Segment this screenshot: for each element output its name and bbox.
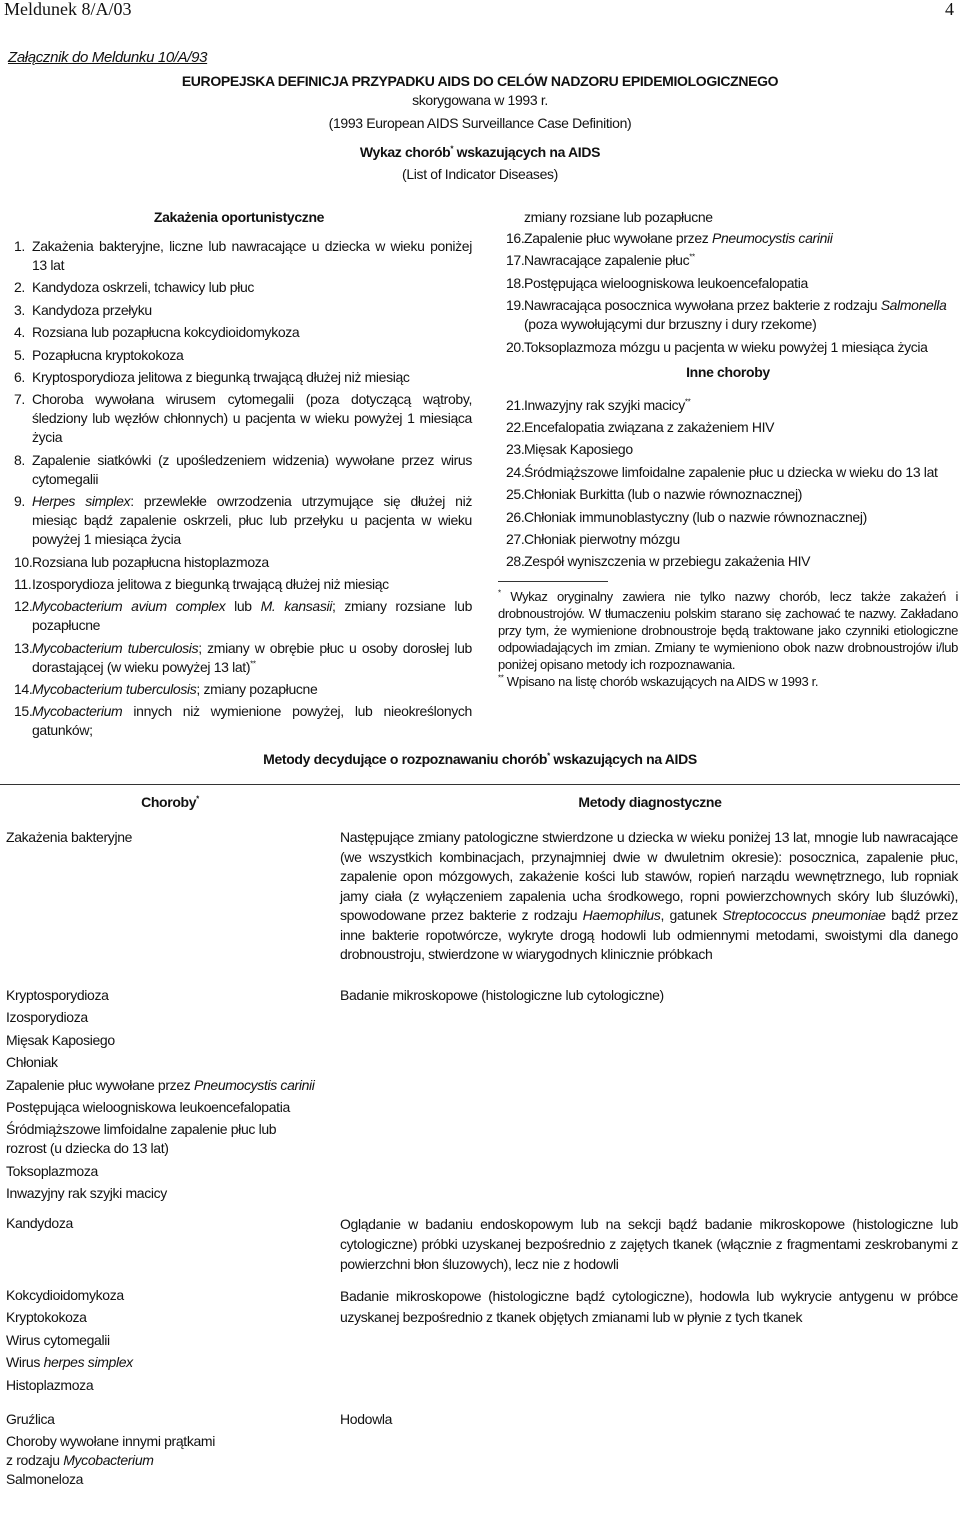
methods-title: Metody decydujące o rozpoznawaniu chorób* wskazujących na AIDS [263,751,697,767]
list-item: 2. Kandydoza oskrzeli, tchawicy lub płuc [14,279,255,296]
title-main: EUROPEJSKA DEFINICJA PRZYPADKU AIDS DO CELÓW NADZORU EPIDEMIOLOGICZNEGO [181,73,779,89]
list-item: 1. Zakażenia bakteryjne, liczne lub nawracające u dziecka w wieku poniżej 13 lat [14,238,472,273]
disease-name: Postępująca wieloogniskowa leukoencefalopatia [6,1098,290,1115]
disease-name: Izosporydioza [6,1009,88,1026]
disease-name: Kokcydioidomykoza [6,1287,124,1303]
disease-name: Mięsak Kaposiego [6,1031,115,1048]
footnote-2: ** Wpisano na listę chorób wskazujących na AIDS w 1993 r. [498,673,819,690]
page-number: 4 [945,0,954,19]
footnote-rule [498,581,608,582]
disease-name: Choroby wywołane innymi prątkami [6,1433,215,1450]
row-diseases [6,828,316,850]
left-column [6,208,472,744]
list-item: 10. Rozsiana lub pozapłucna histoplazmoza [14,553,269,570]
indicator-list-continued [498,229,958,357]
row-diseases [6,1410,316,1493]
row-diseases [6,986,316,1207]
list-item: 27. Chłoniak pierwotny mózgu [506,530,680,547]
col-header-diseases: Choroby* [141,794,199,810]
opportunistic-heading: Zakażenia oportunistyczne [153,209,325,225]
row-diseases [6,1286,316,1398]
disease-name: Salmoneloza [6,1471,84,1488]
other-diseases-list [498,396,958,572]
right-column [498,208,958,690]
list-item: 26. Chłoniak immunoblastyczny (lub o nazwie równoznacznej) [506,508,867,525]
list-item: 15. Mycobacterium innych niż wymienione powyżej, lub nieokreślonych gatunków; [14,703,472,739]
disease-name: Chłoniak [6,1054,58,1071]
disease-name: Wirus herpes simplex [6,1354,133,1371]
disease-name: Histoplazmoza [6,1376,94,1393]
list-item: 13. Mycobacterium tuberculosis; zmiany w obrębie płuc u osoby dorosłej lub dorastającej (w wieku powyżej 13 lat)** [14,639,472,675]
opportunistic-infections-list [6,237,472,740]
list-item: 3. Kandydoza przełyku [14,301,152,318]
list-item: 21. Inwazyjny rak szyjki macicy** [506,396,691,413]
list-item: 11. Izosporydioza jelitowa z biegunką trwającą dłużej niż miesiąc [14,575,389,592]
disease-name: Śródmiąższowe limfoidalne zapalenie płuc lub rozrost (u dziecka do 13 lat) [6,1121,277,1157]
continuation-text: zmiany rozsiane lub pozapłucne [524,209,713,225]
list-item: 8. Zapalenie siatkówki (z upośledzeniem widzenia) wywołane przez wirus cytomegalii [14,451,472,487]
list-item: 6. Kryptosporydioza jelitowa z biegunką trwającą dłużej niż miesiąc [14,368,410,385]
disease-name: Kryptosporydioza [6,987,109,1003]
list-item: 22. Encefalopatia związana z zakażeniem HIV [506,418,775,435]
disease-name: Gruźlica [6,1411,55,1427]
list-item: 12. Mycobacterium avium complex lub M. kansasii; zmiany rozsiane lub pozapłucne [14,598,473,634]
attachment-label: Załącznik do Meldunku 10/A/93 [8,49,208,66]
list-item: 9. Herpes simplex: przewlekłe owrzodzenia utrzymujące się dłużej niż miesiąc bądź zapalenie oskrzeli, płuc lub przełyku u pacjenta w wieku powyżej 1 miesiąca życia [14,493,472,548]
list-item: 14. Mycobacterium tuberculosis; zmiany pozapłucne [14,681,318,698]
row-diseases [6,1214,316,1236]
disease-name: Wirus cytomegalii [6,1331,110,1348]
disease-name: Inwazyjny rak szyjki macicy [6,1185,167,1202]
row-method: Następujące zmiany patologiczne stwierdzone u dziecka w wieku poniżej 13 lat, mnogie lub nawracające (we wszystkich kombinacjach, przynajmniej dwie w dwuletnim okresie): posocznica, zapalenie płuc, zapalenie opon mózgowych, zakażenie kości lub stawów, ropień narządu wewnętrznego, lub ropniak jamy ciała (z wyłączeniem zapalenia ucha środkowego, ropni powierzchownych skóry lub śluzówki), spowodowane przez bakterie z rodzaju Haemophilus, gatunek Streptococcus pneumoniae bądź przez inne bakterie ropotwórcze, wykryte drogą hodowli lub odmiennymi metodami, swoistymi dla danego drobnoustroju, stwierdzone w wiarygodnych klinicznie próbkach [340,829,959,962]
list-item: 18. Postępująca wieloogniskowa leukoencefalopatia [506,274,808,291]
other-diseases-heading: Inne choroby [686,363,770,380]
col-header-methods: Metody diagnostyczne [578,794,722,810]
document-title [0,72,960,184]
indicator-list-title: Wykaz chorób* wskazujących na AIDS [359,144,601,160]
footnote-1: * Wykaz oryginalny zawiera nie tylko nazwy chorób, lecz także zakażeń i drobnoustrojów. W tłumaczeniu polskim starano się zachować te nazwy. Zakładano przy tym, że wymienione drobnoustroje będą traktowane jako czynniki etiologiczne odpowiadających im zmian. Zmiany te wymieniono obok nazw drobnoustrojów i/lub poniżej opisano metody ich rozpoznawania. [498,588,958,673]
disease-name: Zapalenie płuc wywołane przez Pneumocystis carinii [6,1076,315,1093]
list-item: 17. Nawracające zapalenie płuc** [506,252,695,269]
disease-name: Kryptokokoza [6,1309,87,1326]
list-item: 7. Choroba wywołana wirusem cytomegalii (poza dotyczącą wątroby, śledziony lub węzłów chłonnych) u pacjenta w wieku powyżej 1 miesiąca życia [14,391,472,446]
indicator-list-subtitle: (List of Indicator Diseases) [402,166,558,182]
list-item: 4. Rozsiana lub pozapłucna kokcydioidomykoza [14,324,300,341]
disease-name: Zakażenia bakteryjne [6,829,133,845]
disease-name: Kandydoza [6,1215,73,1231]
row-method: Oglądanie w badaniu endoskopowym lub na sekcji bądź badanie mikroskopowe (histologiczne lub cytologiczne) próbki uzyskanej bezpośrednio z zajętych tkanek (włącznie z fragmentami zeskrobanymi z powierzchni błon śluzowych), lecz nie z hodowli [340,1216,958,1272]
disease-name: z rodzaju Mycobacterium [6,1452,154,1469]
list-item: 24. Śródmiąższowe limfoidalne zapalenie płuc u dziecka w wieku do 13 lat [506,463,938,480]
list-item: 20. Toksoplazmoza mózgu u pacjenta w wieku powyżej 1 miesiąca życia [506,338,928,355]
list-item: 5. Pozapłucna kryptokokoza [14,346,184,363]
list-item: 19. Nawracająca posocznica wywołana przez bakterie z rodzaju Salmonella (poza wywołującymi dur brzuszny i dury rzekome) [506,297,947,333]
row-method: Badanie mikroskopowe (histologiczne lub cytologiczne) [340,987,664,1003]
running-header-title: Meldunek 8/A/03 [4,0,132,19]
title-sub1: skorygowana w 1993 r. [412,92,548,108]
title-sub2: (1993 European AIDS Surveillance Case Definition) [328,115,632,131]
list-item: 28. Zespół wyniszczenia w przebiegu zakażenia HIV [506,553,811,570]
disease-name: Toksoplazmoza [6,1162,98,1179]
footnotes [498,588,958,690]
row-method: Badanie mikroskopowe (histologiczne bądź cytologiczne), hodowla lub wykrycie antygenu w próbce uzyskanej bezpośrednio z tkanek objętych zmianami lub w płynie z tych tkanek [340,1288,958,1325]
list-item: 25. Chłoniak Burkitta (lub o nazwie równoznacznej) [506,486,803,503]
list-item: 16. Zapalenie płuc wywołane przez Pneumocystis carinii [506,230,833,246]
list-item: 23. Mięsak Kaposiego [506,441,633,458]
row-method: Hodowla [340,1411,393,1427]
table-top-rule [0,784,960,785]
